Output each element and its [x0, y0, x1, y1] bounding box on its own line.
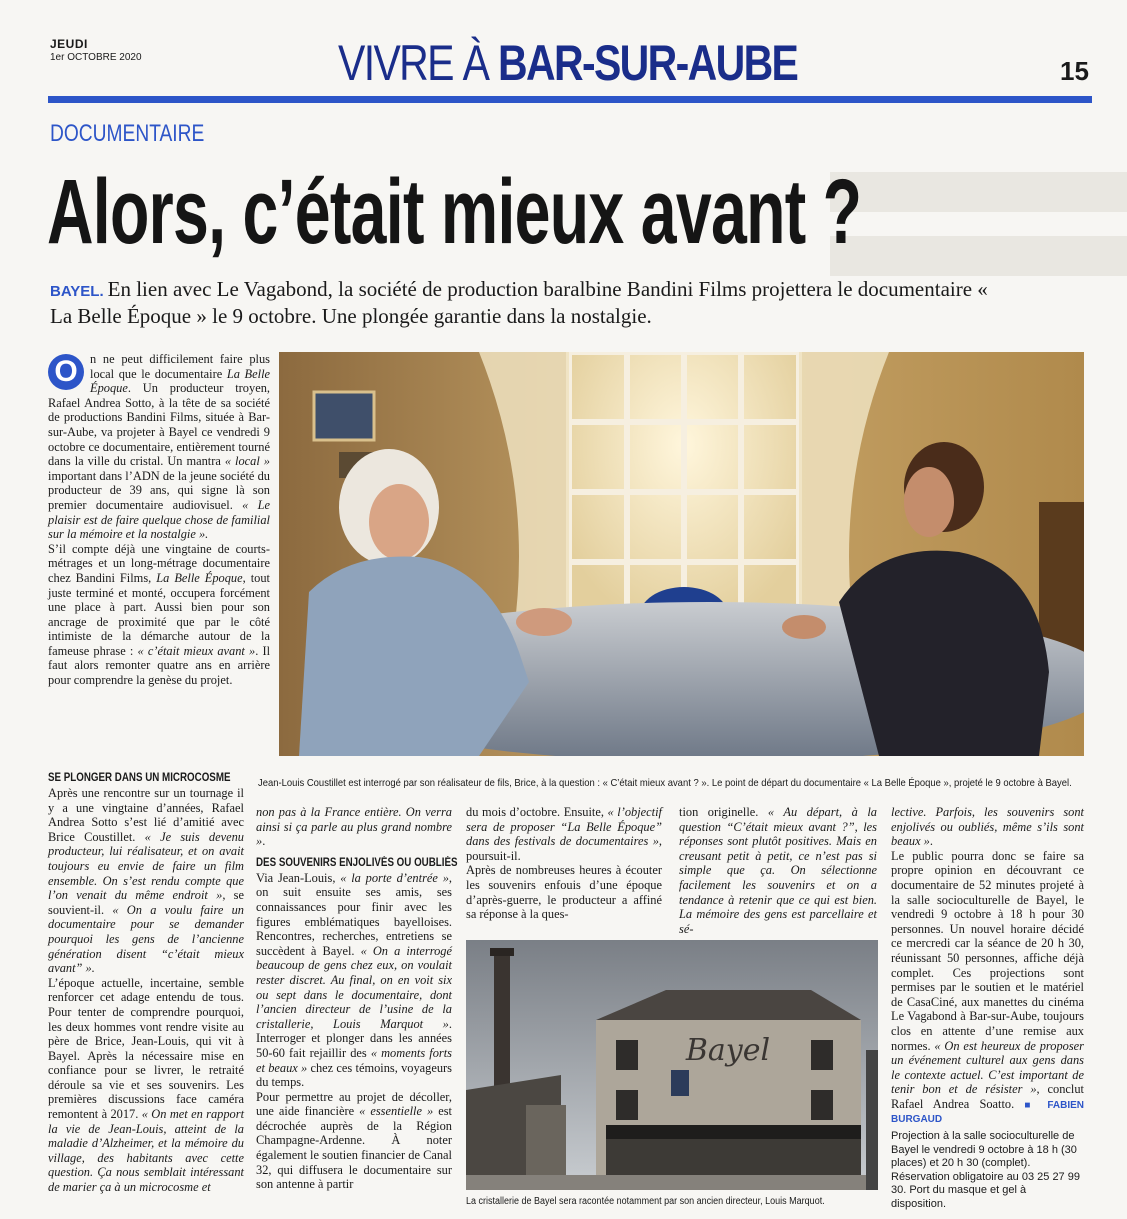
col4-paragraph-1: tion originelle. « Au départ, à la question “C’était mieux avant ?”, les réponses sont plutôt positives. Mais en creusant petit à petit, ce n’est pas si simple que ça. On sélectionne facilement les souvenirs et on a tendance à retenir que ce qui est bien. La mémoire des gens est parcellaire et sé-: [679, 805, 877, 936]
bayel-sign: Bayel: [685, 1033, 771, 1068]
headline: Alors, c’était mieux avant ?: [47, 161, 862, 263]
intro-paragraph-2: S’il compte déjà une vingtaine de courts-métrages et un long-métrage documentaire chez Bandini Films, La Belle Époque, tout juste terminé et monté, occupera forcément une place à part. Aussi bien pour son ancrage de proximité que par le côté intimiste de la démarche autour de la fameuse phrase : « c’était mieux avant ». Il faut alors remonter quatre ans en arrière pour comprendre la genèse du projet.: [48, 541, 271, 688]
subhead-souvenirs: DES SOUVENIRS ENJOLIVÉS OU OUBLIÉS: [256, 856, 458, 869]
date-full: 1er OCTOBRE 2020: [50, 52, 142, 63]
column-4: [679, 805, 877, 936]
col5-paragraph-2: Le public pourra donc se faire sa propre opinion en découvrant ce documentaire de 52 minutes projeté à la salle socioculturelle de Bayel, le vendredi 9 octobre à 18 h pour 30 personnes. Un nouvel horaire décidé ce mercredi car la séance de 20 h 30, réunissant 50 personnes, affiche déjà complet. Ces projections sont permises par le soutien et le matériel de CasaCiné, aux manettes du cinéma Le Vagabond à Bar-sur-Aube, toujours clos en attente d’une remise aux normes. « On est heureux de proposer un événement culturel aux gens dans le contexte actuel. C’est important de tenir bon et de résister », conclut Rafael Andrea Soatto. ■ FABIEN BURGAUD: [891, 848, 1085, 1126]
author-signature: ■ FABIEN BURGAUD: [891, 1099, 1084, 1126]
bayel-photo-caption: La cristallerie de Bayel sera racontée notamment par son ancien directeur, Louis Marquot.: [466, 1196, 825, 1207]
bayel-photo: [466, 940, 878, 1190]
interview-photo-illustration: [279, 352, 1084, 756]
practical-info: Projection à la salle socioculturelle de Bayel le vendredi 9 octobre à 18 h (30 places) et 20 h 30 (complet). Réservation obligatoire au 03 25 27 99 30. Port du masque et gel à disposition.: [891, 1130, 1080, 1210]
header-rule: [48, 96, 1092, 103]
cristallerie-photo-illustration: [466, 940, 878, 1190]
subhead-microcosme: SE PLONGER DANS UN MICROCOSME: [48, 772, 231, 784]
col1-paragraph-1: Après une rencontre sur un tournage il y a une vingtaine d’années, Rafael Andrea Sotto s’est lié d’amitié avec Brice Coustillet. « Je suis devenu producteur, lui réalisateur, et on avait toujours eu envie de faire un film ensemble. On s’est rendu compte que l’on venait du même endroit », se souvient-il. « On a voulu faire un documentaire pour se demander pourquoi les gens de l’ancienne génération disent “c’était mieux avant” ».: [48, 786, 244, 976]
column-3: [466, 805, 662, 922]
rubrique-prefix: VIVRE À: [338, 35, 499, 91]
col3-paragraph-2: Après de nombreuses heures à écouter les souvenirs enfouis d’une époque d’après-guerre, le producteur a affiné sa réponse à la ques-: [466, 863, 662, 922]
col3-paragraph-1: du mois d’octobre. Ensuite, « l’objectif sera de proposer “La Belle Époque” dans des festivals de documentaires », poursuit-il.: [466, 805, 662, 863]
date-day: JEUDI: [50, 37, 88, 51]
page-number: 15: [1060, 56, 1089, 86]
col2-paragraph-1: non pas à la France entière. On verra ainsi si ça parle au plus grand nombre ».: [256, 805, 452, 849]
col2-paragraph-2: Via Jean-Louis, « la porte d’entrée », on suit ensuite ses amis, ses connaissances pour finir avec les figures emblématiques bayelloises. Rencontres, recherches, entretiens se succèdent à Bayel. « On a interrogé beaucoup de gens chez eux, on voulait rester discret. Au final, on en voit six ou sept dans le documentaire, dont l’ancien directeur de l’usine de la cristallerie, Louis Marquot ». Interroger et plonger dans les années 50-60 fait rejaillir des « moments forts et beaux » chez ces témoins, voyageurs du temps.: [256, 870, 453, 1090]
main-photo: [279, 352, 1084, 756]
rubrique-title: [338, 34, 797, 92]
place-label: BAYEL.: [50, 283, 104, 300]
col1-paragraph-2: L’époque actuelle, incertaine, semble renforcer cet adage entendu de tous. Pour tenter de comprendre pourquoi, les deux hommes vont rendre visite au père de Brice, Jean-Louis, qui vit à Bayel. Après la nécessaire mise en confiance pour se livrer, le retraité déroule sa vie et ses souvenirs. Les premières discussions face caméra remontent à 2017. « On met en rapport la vie de Jean-Louis, atteint de la maladie d’Alzheimer, et la mémoire du village, des habitants avec cette question. Ça nous semblait intéressant de marier ça à un microcosme et: [48, 975, 245, 1195]
column-5: [891, 805, 1084, 1211]
intro-column: [48, 352, 270, 688]
column-1: [48, 772, 244, 1195]
col2-paragraph-3: Pour permettre au projet de décoller, une aide financière « essentielle » est décrochée auprès de la Région Champagne-Ardenne. À noter également le soutien financier de Canal 32, qui diffusera le documentaire sur son antenne à partir: [256, 1089, 452, 1192]
main-photo-caption: Jean-Louis Coustillet est interrogé par son réalisateur de fils, Brice, à la question : « C’était mieux avant ? ». Le point de départ du documentaire « La Belle Époque », projeté le 9 octobre à Bayel.: [258, 777, 1072, 789]
dropcap: O: [48, 354, 84, 390]
rubrique-city: BAR-SUR-AUBE: [498, 35, 798, 91]
chapeau: [50, 276, 990, 330]
section-label: DOCUMENTAIRE: [50, 120, 205, 147]
chapeau-text: En lien avec Le Vagabond, la société de production baralbine Bandini Films projettera le documentaire « La Belle Époque » le 9 octobre. Une plongée garantie dans la nostalgie.: [50, 277, 988, 328]
column-2: [256, 805, 458, 1192]
intro-paragraph-1: n ne peut difficilement faire plus local que le documentaire La Belle Époque. Un producteur troyen, Rafael Andrea Sotto, à la tête de sa société de productions Bandini Films, située à Bar-sur-Aube, va projeter à Bayel ce vendredi 9 octobre ce documentaire, entièrement tourné dans la ville du cristal. Un mantra « local » important dans l’ADN de la jeune société du producteur de 39 ans, qui signe là son premier documentaire audiovisuel. « Le plaisir est de faire quelque chose de familial sur la mémoire et la nostalgie ».: [48, 352, 271, 542]
col5-paragraph-1: lective. Parfois, les souvenirs sont enjolivés ou oubliés, même s’ils sont beaux ».: [891, 805, 1084, 849]
